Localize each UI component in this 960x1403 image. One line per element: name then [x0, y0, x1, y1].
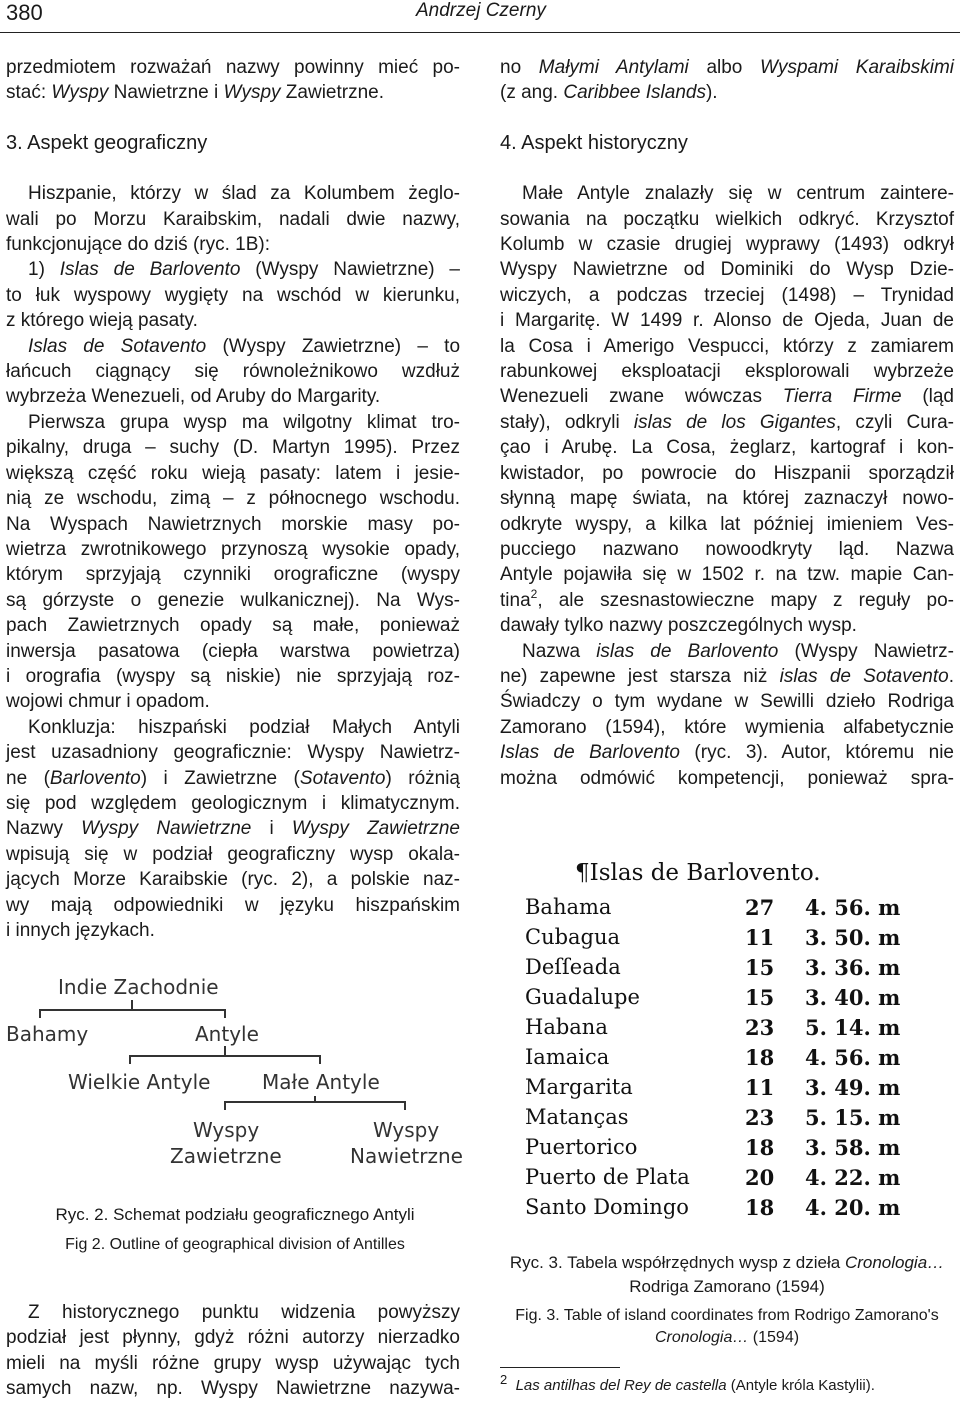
table-row-name: Margarita — [525, 1075, 633, 1099]
figure3-caption-pl: Ryc. 3. Tabela współrzędnych wysp z dzieła Cronologia… Rodriga Zamorano (1594) — [509, 1253, 945, 1296]
table-row-latitude: 15 — [745, 985, 775, 1010]
text-line: Antyle pojawiła się w 1502 r. na tzw. mapie Can- — [500, 564, 954, 586]
figure3-caption-en: Fig. 3. Table of island coordinates from Rodrigo Zamorano's Cronologia… (1594) — [515, 1307, 939, 1346]
text-line: mieli na myśli różne grupy wysp używając tych — [6, 1352, 460, 1374]
text-line: Wyspy Nawietrzne od Dominiki do Wysp Dzie- — [500, 259, 954, 281]
text-line: kwistador, po powrocie do Hiszpanii sporządził — [500, 462, 954, 484]
table-row-latitude: 18 — [745, 1195, 775, 1220]
table-row-latitude: 20 — [745, 1165, 775, 1190]
text-line: większą część roku wieją pasaty: latem i jesie- — [6, 462, 460, 484]
text-line: którym sprzyjają czynniki orograficzne (wyspy — [6, 564, 460, 586]
diagram-node-zawietrzne-line1: Wyspy — [193, 1118, 260, 1142]
page-number: 380 — [6, 0, 43, 25]
text-line: są górzyste o genezie wulkanicznej). Na Wys- — [6, 589, 460, 611]
text-line: łańcuch ciągnący się równoleżnikowo wzdłuż — [6, 361, 460, 383]
header-rule — [0, 32, 960, 33]
text-line: no Małymi Antylami albo Wyspami Karaibskimi — [500, 57, 954, 78]
table-row-name: Cubagua — [525, 925, 621, 949]
table-row-name: Matanças — [525, 1105, 629, 1129]
text-line: Wenezueli zwane wówczas Tierra Firme (ląd — [500, 386, 955, 408]
table-row-latitude: 18 — [745, 1045, 775, 1070]
footnote-rule — [500, 1367, 620, 1368]
text-line: Pierwsza grupa wysp ma wilgotny klimat tro- — [28, 411, 460, 433]
text-line: dawały tylko nazwy poszczególnych wysp. — [500, 615, 857, 637]
text-line: słynną mapę świata, na której zaznaczył nowo- — [500, 488, 954, 510]
text-line: nią ze wschodu, zimą – z północnego wschodu. — [6, 488, 460, 510]
text-line: Hiszpanie, którzy w ślad za Kolumbem żeglo- — [28, 183, 460, 205]
table-row-name: Puerto de Plata — [525, 1165, 690, 1189]
text-line: Nazwy Wyspy Nawietrzne i Wyspy Zawietrzne — [6, 818, 461, 840]
text-line: wpisują się w podział geograficzny wysp okala- — [6, 843, 460, 865]
text-line: tina$^2$, ale szesnastowieczne mapy z reguły po- — [500, 586, 954, 611]
text-line: wybrzeża Wenezueli, od Aruby do Margarity. — [6, 386, 381, 408]
table-row-latitude: 15 — [745, 955, 775, 980]
text-line: pikalny, druga – suchy (D. Martyn 1995). Przez — [6, 437, 460, 459]
diagram-node-wielkie-antyle: Wielkie Antyle — [68, 1070, 211, 1094]
antilles-division-diagram — [0, 970, 470, 1175]
table-row-latitude: 11 — [745, 1075, 775, 1100]
table-row-value: 3. 40. m — [805, 985, 901, 1010]
figure2-caption-en: Fig 2. Outline of geographical division of Antilles — [65, 1236, 405, 1253]
text-line: stać: Wyspy Nawietrzne i Wyspy Zawietrzne. — [6, 82, 384, 104]
text-line: wali po Morzu Karaibskim, nadali dwie nazwy, — [6, 208, 460, 230]
text-line: (z ang. Caribbee Islands). — [500, 82, 718, 104]
diagram-node-root: Indie Zachodnie — [58, 975, 219, 999]
text-line: Małe Antyle znalazły się w centrum zaintere- — [522, 183, 954, 205]
table-row-name: Deſſeada — [525, 955, 621, 979]
text-line: pach Zawietrznych opady są małe, ponieważ — [6, 615, 460, 637]
text-line: i Margaritę. W 1499 r. Alonso de Ojeda, Juan de — [500, 310, 954, 332]
table-row-value: 4. 20. m — [805, 1195, 901, 1220]
table-row-value: 3. 58. m — [805, 1135, 901, 1160]
left-bottom-paragraph — [6, 1300, 460, 1402]
table-row-value: 5. 14. m — [805, 1015, 901, 1040]
left-body — [6, 181, 460, 943]
text-line: Konkluzja: hiszpański podział Małych Antyli — [28, 716, 460, 738]
table-row-latitude: 18 — [745, 1135, 775, 1160]
text-line: samych nazw, np. Wyspy Nawietrzne nazywa- — [6, 1378, 460, 1400]
left-column — [6, 55, 460, 943]
figure2-caption-pl: Ryc. 2. Schemat podziału geograficznego Antyli — [55, 1205, 415, 1224]
island-coordinates-table-image — [520, 855, 930, 1220]
diagram-node-male-antyle: Małe Antyle — [262, 1070, 380, 1094]
text-line: wojowi chmur i opadom. — [6, 691, 210, 713]
text-line: 1) Islas de Barlovento (Wyspy Nawietrzne) – — [28, 259, 460, 281]
text-line: Islas de Sotavento (Wyspy Zawietrzne) – to — [28, 335, 461, 357]
table-row-value: 3. 36. m — [805, 955, 901, 980]
text-line: się pod względem geologicznym i klimatycznym. — [6, 792, 460, 814]
text-line: pucciego nazwano nowoodkryty ląd. Nazwa — [500, 538, 954, 560]
text-line: wiczych, a podczas trzeciej (1498) – Trynidad — [500, 284, 954, 306]
text-line: wietrza zwrotnikowego przynoszą wysokie opady, — [6, 538, 460, 560]
table-row-name: Habana — [525, 1015, 608, 1039]
table-row-value: 4. 22. m — [805, 1165, 901, 1190]
text-line: podział jest płynny, gdyż różni autorzy nierzadko — [6, 1327, 460, 1349]
right-column — [500, 55, 954, 791]
text-line: ne (Barlovento) i Zawietrzne (Sotavento) różnią — [6, 767, 460, 789]
diagram-node-antyle: Antyle — [195, 1022, 259, 1046]
text-line: odkryte wyspy, a kilka lat później imieniem Ves- — [500, 513, 954, 535]
table-row-latitude: 23 — [745, 1105, 775, 1130]
text-line: Z historycznego punktu widzenia powyższy — [28, 1302, 460, 1323]
table-row-latitude: 27 — [745, 895, 775, 920]
text-line: sowania na początku wielkich odkryć. Krzysztof — [500, 208, 954, 230]
diagram-node-nawietrzne-line1: Wyspy — [373, 1118, 440, 1142]
text-line: Świadczy o tym wydane w Sewilli dzieło Rodriga — [500, 691, 954, 713]
text-line: przedmiotem rozważań nazwy powinny mieć po- — [6, 57, 460, 78]
table-row-value: 5. 15. m — [805, 1105, 901, 1130]
text-line: Nazwa islas de Barlovento (Wyspy Nawietrz- — [522, 640, 954, 662]
text-line: Zamorano (1594), które wymienia alfabetycznie — [500, 716, 954, 738]
text-line: Kolumb w czasie drugiej wyprawy (1493) odkrył — [500, 234, 954, 256]
text-line: funkcjonujące do dziś (ryc. 1B): — [6, 234, 271, 256]
text-line: wy mają odpowiedniki w języku hiszpańskim — [6, 894, 460, 916]
text-line: jest uzasadniony geograficznie: Wyspy Nawietrz- — [6, 742, 460, 764]
text-line: z którego wieją pasaty. — [6, 310, 198, 332]
text-line: Islas de Barlovento (ryc. 3). Autor, któremu nie — [500, 742, 954, 764]
diagram-node-zawietrzne-line2: Zawietrzne — [170, 1144, 282, 1168]
table-row-value: 3. 49. m — [805, 1075, 901, 1100]
table-row-latitude: 11 — [745, 925, 775, 950]
table-row-name: Guadalupe — [525, 985, 640, 1009]
table-row-value: 4. 56. m — [805, 895, 901, 920]
running-header-author: Andrzej Czerny — [416, 0, 546, 21]
diagram-node-nawietrzne-line2: Nawietrzne — [350, 1144, 463, 1168]
text-line: çao i Arubę. La Cosa, żeglarz, kartograf i kon- — [500, 437, 954, 459]
table-row-value: 3. 50. m — [805, 925, 901, 950]
text-line: stały), odkryli islas de los Gigantes, czyli Cura- — [500, 411, 954, 433]
text-line: ne) zapewne jest starsza niż islas de Sotavento. — [500, 665, 954, 687]
table-row-name: Bahama — [525, 895, 612, 919]
text-line: i orografia (wyspy są niskie) nie sprzyjają roz- — [6, 665, 460, 687]
text-line: i innych językach. — [6, 920, 155, 941]
footnote: $^2$ Las antilhas del Rey de castella (Antyle króla Kastylii). — [500, 1372, 875, 1394]
text-line: to łuk wyspowy wygięty na wschód w kierunku, — [6, 284, 460, 306]
right-body — [500, 181, 954, 791]
text-line: rabunkowej eksploatacji eksplorowali wybrzeże — [500, 361, 954, 383]
table-row-value: 4. 56. m — [805, 1045, 901, 1070]
table-row-name: Santo Domingo — [525, 1195, 689, 1219]
diagram-node-bahamy: Bahamy — [6, 1022, 89, 1046]
table-row-name: Iamaica — [525, 1045, 610, 1069]
table-title: ¶Islas de Barlovento. — [575, 860, 821, 886]
table-row-latitude: 23 — [745, 1015, 775, 1040]
table-row-name: Puertorico — [525, 1135, 638, 1159]
text-line: Na Wyspach Nawietrznych morskie masy po- — [6, 513, 460, 535]
text-line: inwersja pasatowa (ciepła warstwa powietrza) — [6, 640, 460, 662]
text-line: jących Morze Karaibskie (ryc. 2), a polskie naz- — [6, 869, 460, 891]
section-heading: 4. Aspekt historyczny — [500, 131, 688, 154]
footnote-number: 2 — [500, 1372, 508, 1387]
text-line: la Cosa i Amerigo Vespucci, którzy z zamiarem — [500, 335, 954, 357]
text-line: można odmówić kompetencji, ponieważ spra- — [500, 767, 954, 789]
section-heading: 3. Aspekt geograficzny — [6, 131, 208, 154]
